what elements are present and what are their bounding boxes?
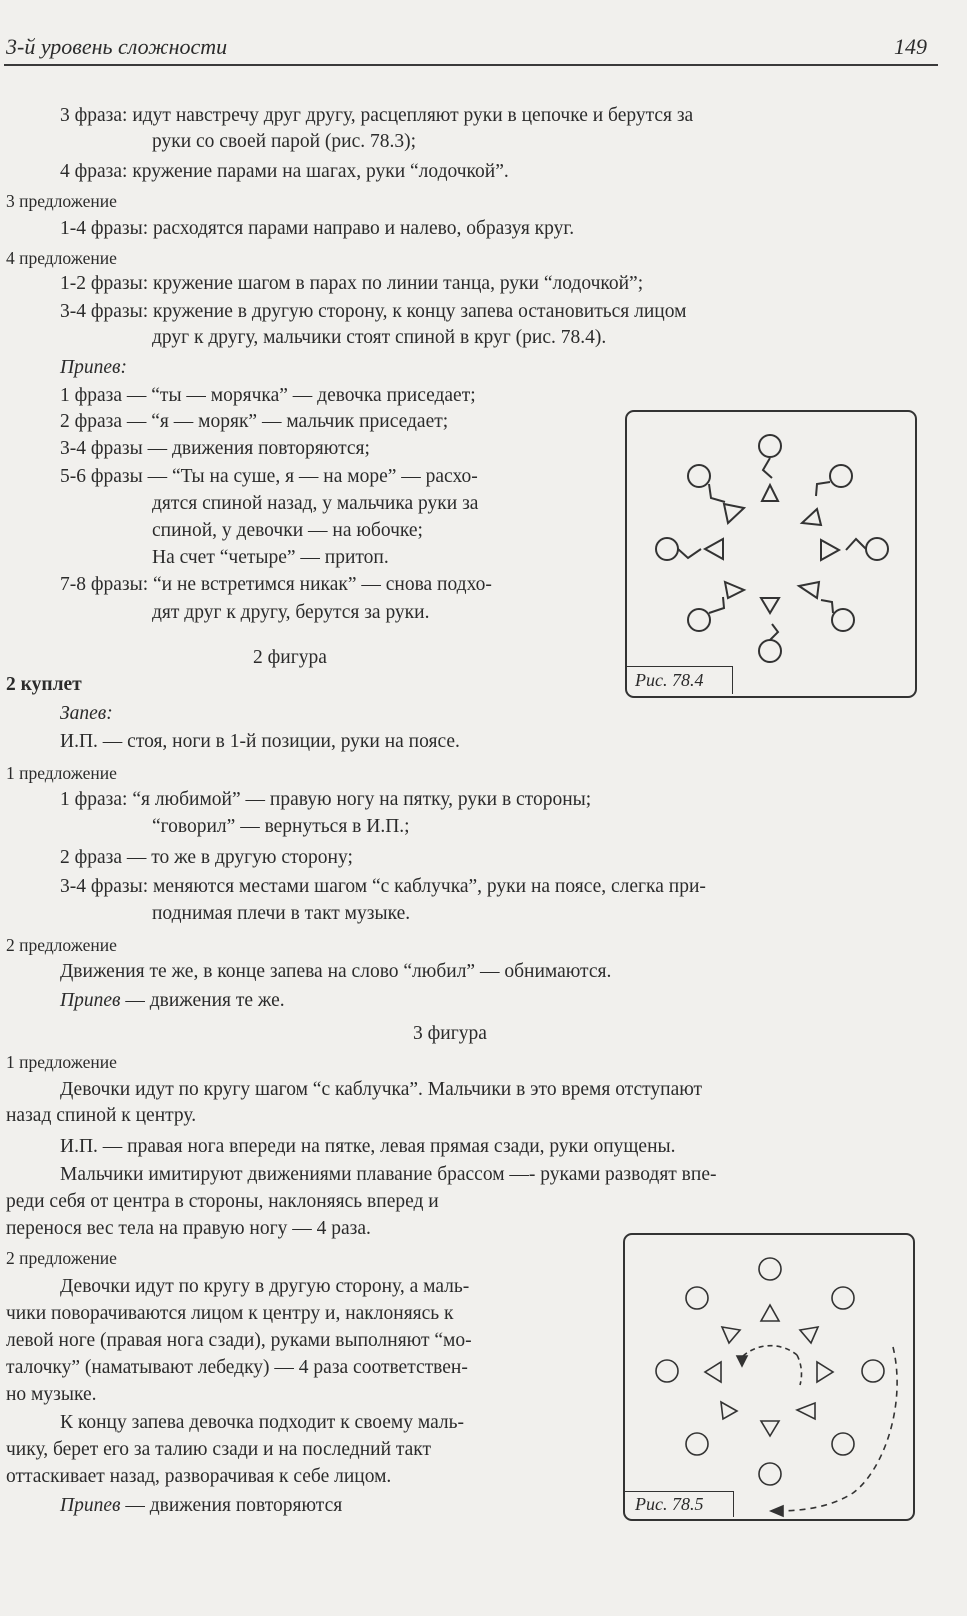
boy-circle xyxy=(759,640,781,662)
text-line: перенося вес тела на правую ногу — 4 раза. xyxy=(6,1218,371,1239)
text-line: 7-8 фразы: “и не встретимся никак” — снова подхо- xyxy=(60,574,492,595)
hand-link xyxy=(846,539,866,550)
caption-divider xyxy=(732,666,733,694)
text-line: 3-4 фразы: меняются местами шагом “с каблучка”, руки на поясе, слегка при- xyxy=(60,876,706,897)
text-line: оттаскивает назад, разворачивая к себе лицом. xyxy=(6,1466,392,1487)
girl-triangle xyxy=(762,485,778,501)
boy-circle xyxy=(686,1433,708,1455)
girl-triangle xyxy=(725,582,744,598)
girls-triangles xyxy=(705,1305,833,1436)
girl-triangle xyxy=(724,504,744,523)
figure-caption: Рис. 78.4 xyxy=(635,670,704,690)
text-line: И.П. — стоя, ноги в 1-й позиции, руки на поясе. xyxy=(60,731,460,752)
boys-circles xyxy=(656,435,888,662)
refrain-heading: Припев: xyxy=(60,357,127,378)
figure-caption: Рис. 78.5 xyxy=(635,1494,704,1514)
text-line: реди себя от центра в стороны, наклоняясь вперед и xyxy=(6,1191,439,1212)
text-line: левой ноге (правая нога сзади), руками выполняют “мо- xyxy=(6,1330,472,1351)
figure-heading: 2 фигура xyxy=(253,647,327,668)
boy-circle xyxy=(832,609,854,631)
text-line: 1 фраза: “я любимой” — правую ногу на пятку, руки в стороны; xyxy=(60,789,592,810)
boy-circle xyxy=(759,1463,781,1485)
girl-triangle xyxy=(761,1305,779,1321)
girl-triangle xyxy=(761,1421,779,1436)
boy-circle xyxy=(759,435,781,457)
figure-78-4-diagram xyxy=(627,412,915,696)
girl-triangle xyxy=(761,598,779,613)
page-number: 149 xyxy=(894,34,927,59)
boy-circle xyxy=(688,465,710,487)
text-line xyxy=(60,1494,342,1518)
figure-78-5-diagram xyxy=(625,1235,913,1519)
boy-circle xyxy=(656,1360,678,1382)
text-line: дят друг к другу, берутся за руки. xyxy=(152,602,430,623)
hand-link xyxy=(709,597,724,613)
arrow-icon xyxy=(771,1506,783,1516)
verse-heading: 2 куплет xyxy=(6,674,82,695)
text-line: Девочки идут по кругу в другую сторону, а маль- xyxy=(60,1276,470,1297)
running-header: 3-й уровень сложности xyxy=(6,34,228,59)
figure-78-5 xyxy=(623,1233,915,1521)
girl-triangle xyxy=(797,1403,815,1419)
girl-triangle xyxy=(799,582,819,598)
boys-circles xyxy=(656,1258,884,1485)
text-line: Мальчики имитируют движениями плавание брассом —- руками разводят впе- xyxy=(60,1164,717,1185)
text-line: руки со своей парой (рис. 78.3); xyxy=(152,131,417,152)
girl-triangle xyxy=(705,1362,721,1382)
inner-motion-arc xyxy=(797,1355,801,1385)
text-line: поднимая плечи в такт музыке. xyxy=(152,903,411,924)
refrain-text: — движения повторяются xyxy=(120,1495,343,1516)
section-heading: 1 предложение xyxy=(6,1052,117,1072)
section-heading: 4 предложение xyxy=(6,248,117,268)
boy-circle xyxy=(832,1433,854,1455)
text-line: Движения те же, в конце запева на слово “любил” — обнимаются. xyxy=(60,961,612,982)
text-line: И.П. — правая нога впереди на пятке, левая прямая сзади, руки опущены. xyxy=(60,1136,676,1157)
caption-divider xyxy=(627,666,732,667)
text-line: 5-6 фразы — “Ты на суше, я — на море” — расхо- xyxy=(60,466,478,487)
girl-triangle xyxy=(821,540,839,560)
chorus-heading: Запев: xyxy=(60,703,113,724)
girls-triangles xyxy=(705,485,839,613)
text-line: Девочки идут по кругу шагом “с каблучка”. Мальчики в это время отступают xyxy=(60,1079,703,1100)
text-line: спиной, у девочки — на юбочке; xyxy=(152,520,423,541)
girl-triangle xyxy=(800,1327,818,1343)
boy-circle xyxy=(866,538,888,560)
text-line: назад спиной к центру. xyxy=(6,1105,197,1126)
refrain-label: Припев xyxy=(60,990,121,1011)
text-line: “говорил” — вернуться в И.П.; xyxy=(152,816,410,837)
boy-circle xyxy=(686,1287,708,1309)
outer-motion-arc xyxy=(777,1347,897,1511)
girl-triangle xyxy=(721,1402,737,1419)
text-line: 3 фраза: идут навстречу друг другу, расцепляют руки в цепочке и берутся за xyxy=(60,105,694,126)
hand-link xyxy=(709,484,725,502)
section-heading: 1 предложение xyxy=(6,763,117,783)
text-line: На счет “четыре” — притоп. xyxy=(152,547,389,568)
boy-circle xyxy=(656,538,678,560)
section-heading: 2 предложение xyxy=(6,935,117,955)
boy-circle xyxy=(830,465,852,487)
text-line xyxy=(60,989,285,1013)
text-line: дятся спиной назад, у мальчика руки за xyxy=(152,493,479,514)
caption-divider xyxy=(625,1491,733,1492)
refrain-text: — движения те же. xyxy=(120,990,285,1011)
inner-motion-arc xyxy=(743,1346,797,1356)
text-line: К концу запева девочка подходит к своему маль- xyxy=(60,1412,465,1433)
header-rule xyxy=(4,64,938,66)
hand-link xyxy=(816,482,830,496)
hand-link xyxy=(821,600,833,613)
refrain-label: Припев xyxy=(60,1495,121,1516)
arrow-icon xyxy=(737,1356,747,1366)
girl-triangle xyxy=(722,1327,740,1343)
boy-circle xyxy=(862,1360,884,1382)
section-heading: 2 предложение xyxy=(6,1248,117,1268)
girl-triangle xyxy=(802,509,821,525)
boy-circle xyxy=(832,1287,854,1309)
text-line: 2 фраза — то же в другую сторону; xyxy=(60,847,353,868)
text-line: но музыке. xyxy=(6,1384,97,1405)
text-line: талочку” (наматывают лебедку) — 4 раза соответствен- xyxy=(6,1357,468,1378)
text-line: 1-4 фразы: расходятся парами направо и налево, образуя круг. xyxy=(60,218,575,239)
hand-link xyxy=(678,549,701,558)
hand-link xyxy=(770,624,778,640)
boy-circle xyxy=(688,609,710,631)
text-line: 3-4 фразы: кружение в другую сторону, к концу запева остановиться лицом xyxy=(60,301,687,322)
text-line: чики поворачиваются лицом к центру и, наклоняясь к xyxy=(6,1303,454,1324)
figure-78-4 xyxy=(625,410,917,698)
text-line: 2 фраза — “я — моряк” — мальчик приседает; xyxy=(60,411,449,432)
girl-triangle xyxy=(705,539,723,559)
hand-link xyxy=(763,458,772,478)
text-line: 4 фраза: кружение парами на шагах, руки “лодочкой”. xyxy=(60,161,509,182)
text-line: чику, берет его за талию сзади и на последний такт xyxy=(6,1439,432,1460)
text-line: друг к другу, мальчики стоят спиной в круг (рис. 78.4). xyxy=(152,327,607,348)
text-line: 3-4 фразы — движения повторяются; xyxy=(60,438,370,459)
figure-heading: 3 фигура xyxy=(413,1023,487,1044)
text-line: 1-2 фразы: кружение шагом в парах по линии танца, руки “лодочкой”; xyxy=(60,273,644,294)
girl-triangle xyxy=(817,1362,833,1382)
text-line: 1 фраза — “ты — морячка” — девочка приседает; xyxy=(60,385,476,406)
boy-circle xyxy=(759,1258,781,1280)
section-heading: 3 предложение xyxy=(6,191,117,211)
caption-divider xyxy=(733,1491,734,1517)
